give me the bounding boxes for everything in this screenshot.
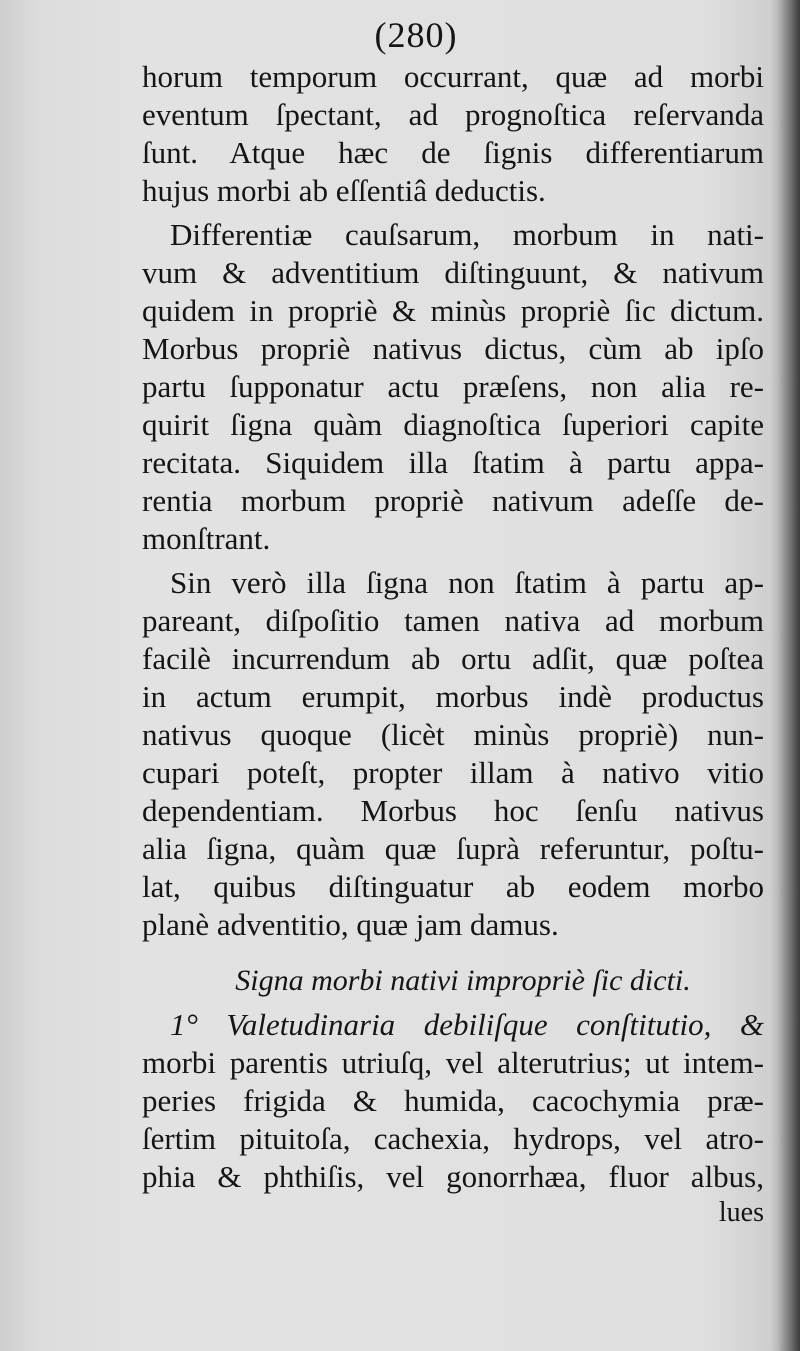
page-body xyxy=(142,58,764,1230)
catchword: lues xyxy=(718,1197,764,1228)
section-heading: Signa morbi nativi impropriè ſic dicti. xyxy=(235,964,691,997)
text-line: phia & phthiſis, vel gonorrhæa, fluor albus, xyxy=(142,1159,764,1194)
text-line: eventum ſpectant, ad prognoſtica reſervanda xyxy=(142,97,764,132)
text-line: vum & adventitium diſtinguunt, & nativum xyxy=(142,255,764,290)
text-line: quirit ſigna quàm diagnoſtica ſuperiori capite xyxy=(142,407,764,442)
list-item xyxy=(142,1006,764,1196)
paragraph-2 xyxy=(142,216,764,558)
text-line: facilè incurrendum ab ortu adſit, quæ poſtea xyxy=(142,641,764,676)
text-line: Morbus propriè nativus dictus, cùm ab ipſo xyxy=(142,331,764,366)
text-line: monſtrant. xyxy=(142,521,271,556)
text-line: quidem in propriè & minùs propriè ſic dictum. xyxy=(142,293,764,328)
text-line: morbi parentis utriuſq, vel alterutrius; ut intem- xyxy=(142,1045,764,1080)
text-line: Differentiæ cauſsarum, morbum in nati- xyxy=(170,217,764,252)
text-line: nativus quoque (licèt minùs propriè) nun- xyxy=(142,717,764,752)
text-line: Sin verò illa ſigna non ſtatim à partu ap- xyxy=(170,565,764,600)
text-line: pareant, diſpoſitio tamen nativa ad morbum xyxy=(142,603,764,638)
paragraph-3 xyxy=(142,564,764,944)
paragraph-1 xyxy=(142,58,764,210)
text-line: lat, quibus diſtinguatur ab eodem morbo xyxy=(142,869,764,904)
page-number: (280) xyxy=(374,15,458,55)
text-line: partu ſupponatur actu præſens, non alia re- xyxy=(142,369,764,404)
text-line: alia ſigna, quàm quæ ſuprà referuntur, poſtu- xyxy=(142,831,764,866)
text-line: horum temporum occurrant, quæ ad morbi xyxy=(142,59,764,94)
page-gutter-shadow xyxy=(778,0,800,1351)
text-line: planè adventitio, quæ jam damus. xyxy=(142,907,559,942)
text-line: ſunt. Atque hæc de ſignis differentiarum xyxy=(142,135,764,170)
text-line: cupari poteſt, propter illam à nativo vitio xyxy=(142,755,764,790)
text-line: rentia morbum propriè nativum adeſſe de- xyxy=(142,483,764,518)
text-line: hujus morbi ab eſſentiâ deductis. xyxy=(142,173,546,208)
text-line: 1° Valetudinaria debiliſque conſtitutio, & xyxy=(170,1007,764,1042)
text-line: recitata. Siquidem illa ſtatim à partu appa- xyxy=(142,445,764,480)
text-line: ſertim pituitoſa, cachexia, hydrops, vel atro- xyxy=(142,1121,764,1156)
text-line: in actum erumpit, morbus indè productus xyxy=(142,679,764,714)
text-line: peries frigida & humida, cacochymia præ- xyxy=(142,1083,764,1118)
text-line: dependentiam. Morbus hoc ſenſu nativus xyxy=(142,793,764,828)
